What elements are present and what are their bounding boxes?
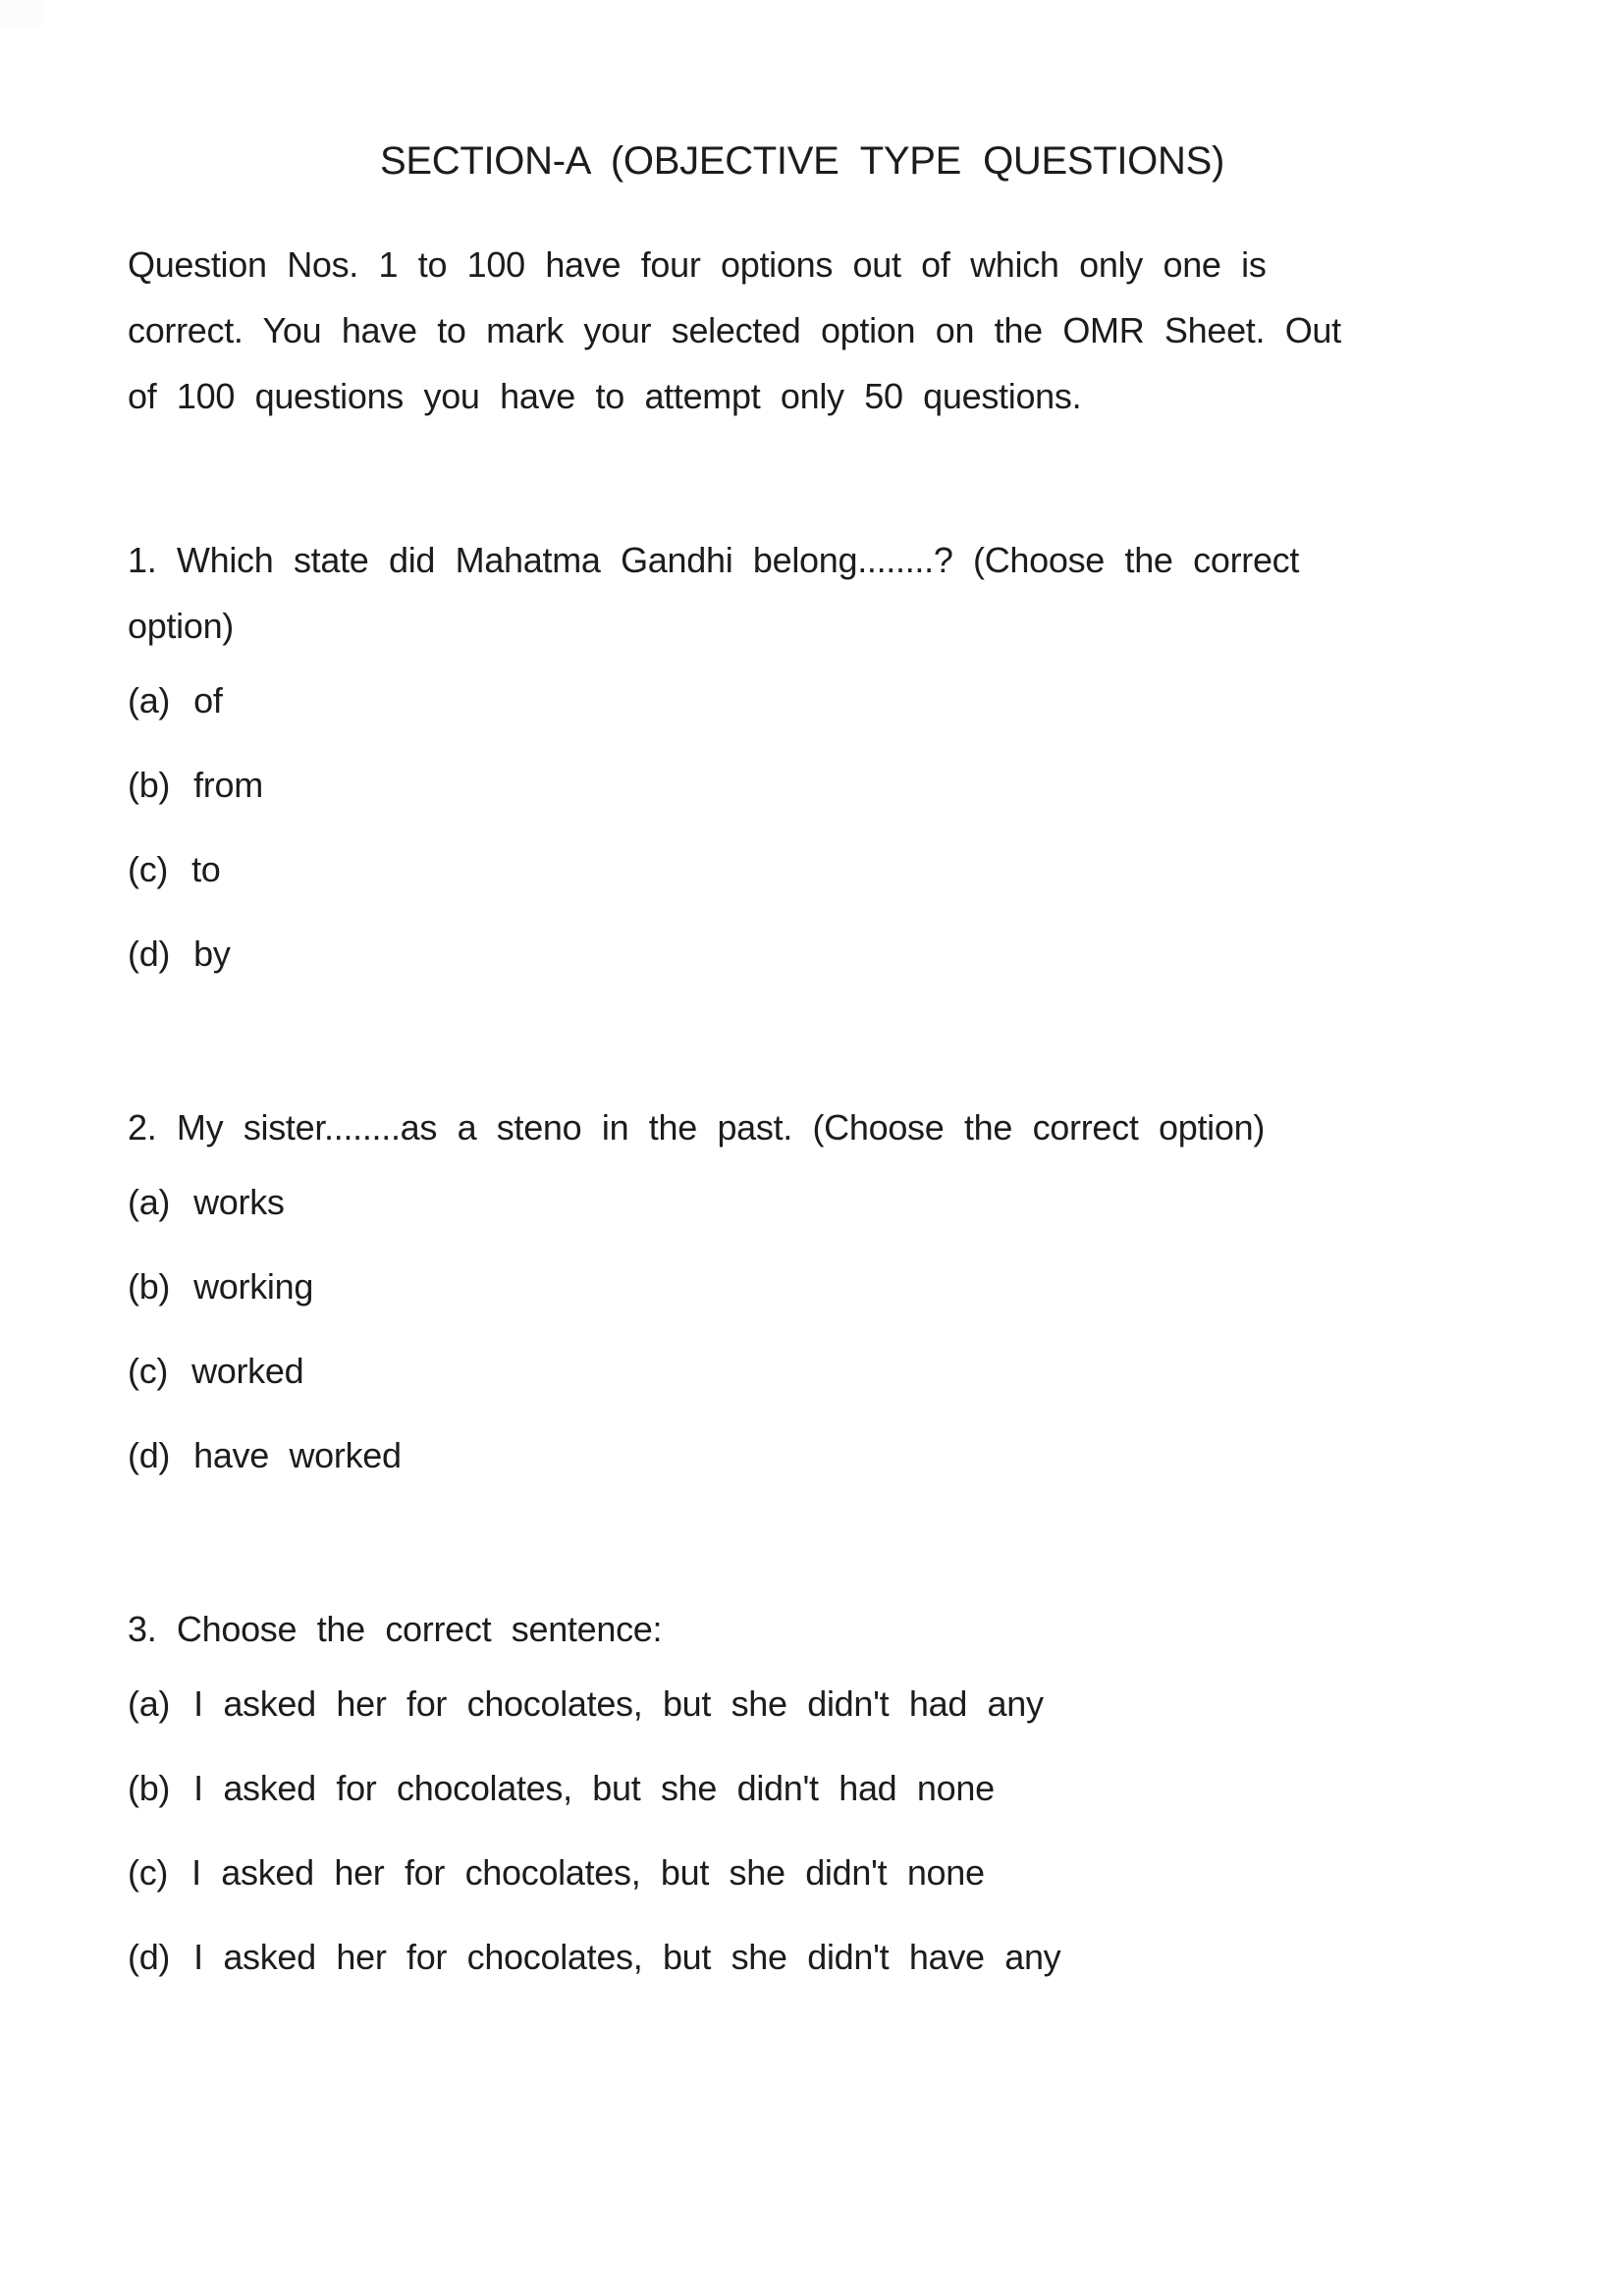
option-text: I asked for chocolates, but she didn't had none <box>193 1768 995 1808</box>
option-text: works <box>193 1182 285 1222</box>
question-2 <box>128 1095 1477 1498</box>
option-text: of <box>193 680 223 721</box>
option-label: (b) <box>128 765 171 805</box>
question-1-text: option) <box>128 606 234 646</box>
question-3-text: 3. Choose the correct sentence: <box>128 1609 663 1649</box>
option-label: (d) <box>128 1435 171 1475</box>
option-text: working <box>193 1266 314 1307</box>
instructions-line: of 100 questions you have to attempt only 50 questions. <box>128 376 1082 416</box>
question-3-option-d <box>128 1915 1477 2000</box>
question-1-option-c <box>128 828 1477 912</box>
question-3-option-c <box>128 1831 1477 1915</box>
option-label: (a) <box>128 1683 171 1724</box>
question-2-option-d <box>128 1414 1477 1498</box>
question-1 <box>128 527 1477 996</box>
option-text: I asked her for chocolates, but she didn't have any <box>193 1937 1061 1977</box>
option-label: (a) <box>128 1182 171 1222</box>
option-text: I asked her for chocolates, but she didn't none <box>191 1852 985 1893</box>
question-2-text: 2. My sister........as a steno in the past. (Choose the correct option) <box>128 1107 1266 1148</box>
question-1-option-b <box>128 743 1477 828</box>
option-label: (d) <box>128 934 171 974</box>
instructions-line: correct. You have to mark your selected option on the OMR Sheet. Out <box>128 310 1341 350</box>
instructions-paragraph <box>128 232 1477 429</box>
question-3-option-b <box>128 1746 1477 1831</box>
option-label: (d) <box>128 1937 171 1977</box>
option-label: (b) <box>128 1266 171 1307</box>
scan-artifact <box>0 0 45 26</box>
option-text: I asked her for chocolates, but she didn't had any <box>193 1683 1044 1724</box>
option-text: worked <box>191 1351 304 1391</box>
question-3 <box>128 1596 1477 2000</box>
option-label: (c) <box>128 849 169 889</box>
question-1-text: 1. Which state did Mahatma Gandhi belong........? (Choose the correct <box>128 540 1300 580</box>
question-1-option-d <box>128 912 1477 996</box>
option-label: (b) <box>128 1768 171 1808</box>
option-text: from <box>193 765 263 805</box>
option-label: (c) <box>128 1351 169 1391</box>
question-2-option-b <box>128 1245 1477 1329</box>
option-text: to <box>191 849 221 889</box>
question-2-option-c <box>128 1329 1477 1414</box>
question-1-option-a <box>128 659 1477 743</box>
section-heading: SECTION-A (OBJECTIVE TYPE QUESTIONS) <box>380 139 1224 183</box>
option-text: have worked <box>193 1435 402 1475</box>
option-label: (a) <box>128 680 171 721</box>
option-label: (c) <box>128 1852 169 1893</box>
question-2-option-a <box>128 1160 1477 1245</box>
option-text: by <box>193 934 231 974</box>
instructions-line: Question Nos. 1 to 100 have four options out of which only one is <box>128 244 1267 285</box>
question-3-option-a <box>128 1662 1477 1746</box>
